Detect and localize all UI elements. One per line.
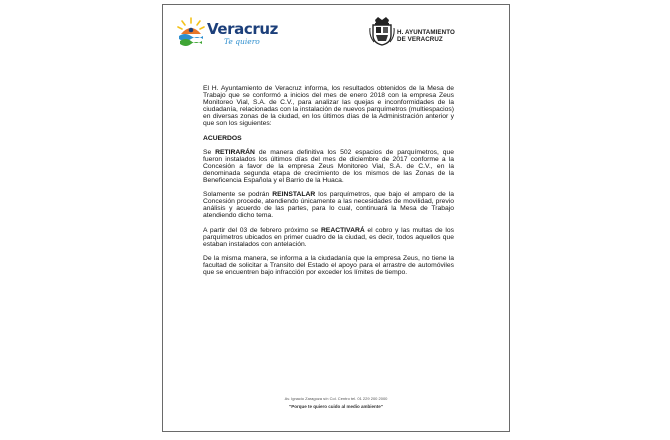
footer-address: Av. Ignacio Zaragoza s/n Col. Centro tel. 01 229 200 2000 xyxy=(284,396,388,401)
keyword-retiraran: RETIRARÁN xyxy=(215,148,255,156)
acuerdo-reactivara: A partir del 03 de febrero próximo se REACTIVARÁ el cobro y las multas de los parquímetros ubicados en primer cuadro de la ciudad, es decir, todos aquellos que estaban instalados con antelación. xyxy=(203,226,454,248)
veracruz-emblem-icon xyxy=(176,16,206,46)
document-body xyxy=(203,85,454,283)
acuerdos-heading: ACUERDOS xyxy=(203,134,242,142)
keyword-reinstalar: REINSTALAR xyxy=(272,191,316,199)
acuerdo-reinstalar: Solamente se podrán REINSTALAR los parquímetros, que bajo el amparo de la Concesión procede, atendiendo únicamente a las necesidades de movilidad, previo análisis y acuerdo de las partes, para lo cual, continuará la Mesa de Trabajo atendiendo dicho tema. xyxy=(203,191,454,220)
municipal-seal-icon xyxy=(369,16,395,46)
veracruz-logo xyxy=(176,16,278,46)
veracruz-tagline: Te quiero xyxy=(224,37,260,46)
acuerdo-retiraran: Se RETIRARÁN de manera definitiva los 502 espacios de parquímetros, que fueron instalados los últimos días del mes de diciembre de 2017 conforme a la Concesión a favor de la empresa Zeus Monitoreo Vial, S.A. de C.V., en la denominada segunda etapa de crecimiento de los mismos de las Zonas de la Beneficencia Española y el Barrio de la Huaca. xyxy=(203,148,455,185)
veracruz-wordmark: Veracruz xyxy=(207,20,278,38)
ayuntamiento-title: H. AYUNTAMIENTO xyxy=(397,29,455,36)
footer-slogan: "Porque te quiero cuido al medio ambiente" xyxy=(289,404,383,409)
keyword-reactivara: REACTIVARÁ xyxy=(320,226,365,234)
closing-paragraph: De la misma manera, se informa a la ciudadanía que la empresa Zeus, no tiene la facultad de solicitar a Transito del Estado el apoyo para el arrastre de automóviles que se encuentren bajo infracción por exceder los límites de tiempo. xyxy=(203,254,454,276)
ayuntamiento-logo xyxy=(369,16,509,46)
document-page xyxy=(162,4,510,432)
ayuntamiento-subtitle: DE VERACRUZ xyxy=(397,36,443,43)
intro-paragraph: El H. Ayuntamiento de Veracruz informa, los resultados obtenidos de la Mesa de Trabajo que se conformó a inicios del mes de enero 2018 con la empresa Zeus Monitoreo Vial, S.A. de C.V., para analizar las quejas e inconformidades de la ciudadanía, relacionadas con la instalación de nuevos parquímetros (multiespacios) en diversas zonas de la ciudad, en los últimos días de la Administración anterior y que son los siguientes: xyxy=(203,85,454,128)
